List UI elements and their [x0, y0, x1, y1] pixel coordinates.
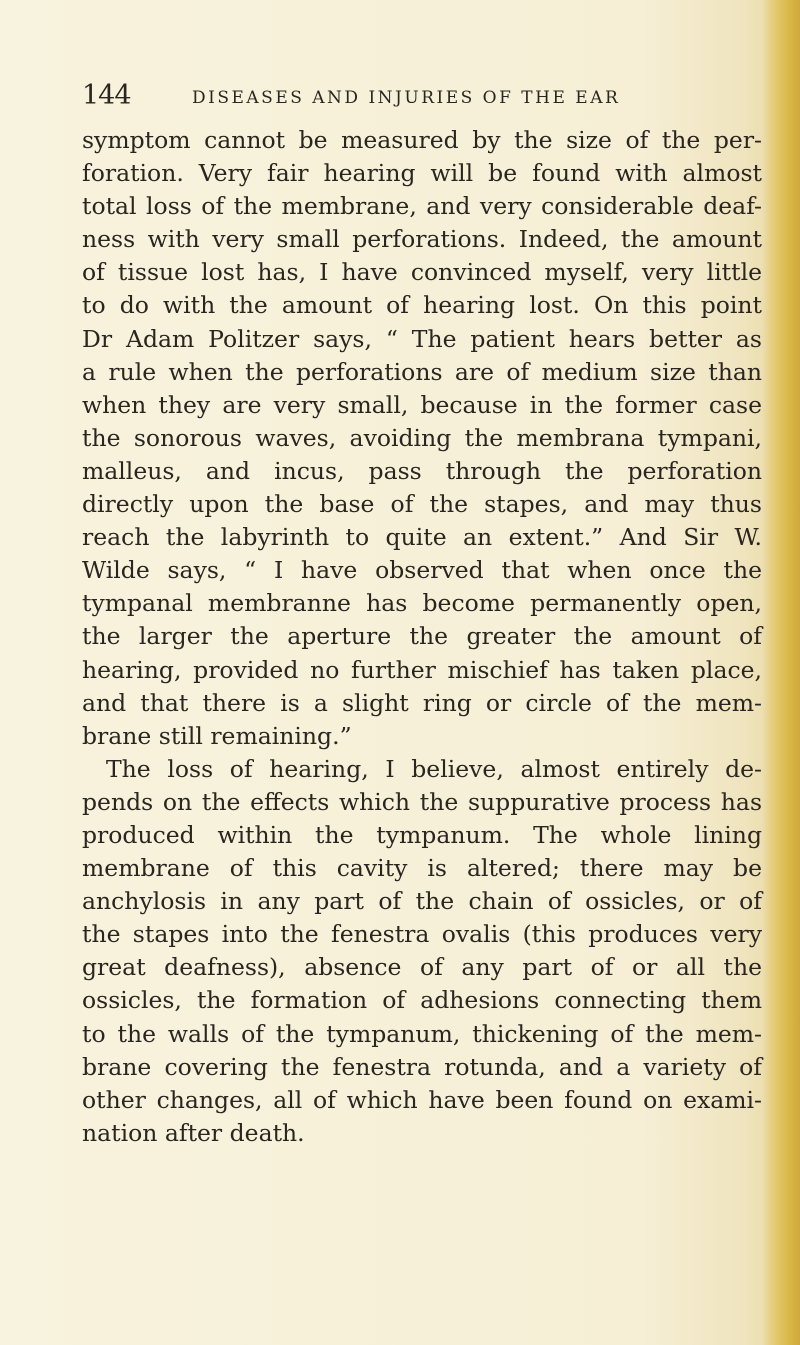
text-line: the sonorous waves, avoiding the membrana tympani,	[82, 423, 762, 452]
text-line: when they are very small, because in the former case	[82, 390, 762, 419]
text-line: symptom cannot be measured by the size of the per-	[82, 126, 762, 154]
text-line: a rule when the perforations are of medium size than	[82, 357, 762, 386]
running-head: DISEASES AND INJURIES OF THE EAR	[192, 88, 621, 108]
text-line: to the walls of the tympanum, thickening of the mem-	[82, 1019, 762, 1048]
text-line: the stapes into the fenestra ovalis (this produces very	[82, 920, 762, 949]
text-line: brane still remaining.”	[82, 721, 352, 750]
text-line: other changes, all of which have been found on exami-	[82, 1085, 762, 1114]
text-line: Wilde says, “ I have observed that when once the	[82, 556, 762, 585]
text-line: malleus, and incus, pass through the perforation	[82, 456, 762, 485]
text-line: pends on the effects which the suppurative process has	[82, 787, 762, 816]
text-line: The loss of hearing, I believe, almost entirely de-	[106, 754, 762, 783]
text-line: total loss of the membrane, and very considerable deaf-	[82, 192, 762, 221]
text-line: foration. Very fair hearing will be found with almost	[82, 159, 762, 188]
text-line: anchylosis in any part of the chain of ossicles, or of	[82, 887, 762, 916]
body-text	[82, 124, 762, 1150]
page-header	[82, 80, 762, 114]
text-line: great deafness), absence of any part of or all the	[82, 953, 762, 982]
text-line: reach the labyrinth to quite an extent.” And Sir W.	[82, 523, 762, 552]
text-line: of tissue lost has, I have convinced myself, very little	[82, 258, 762, 287]
text-line: ness with very small perforations. Indeed, the amount	[82, 225, 762, 254]
text-line: hearing, provided no further mischief has taken place,	[82, 655, 762, 684]
text-line: brane covering the fenestra rotunda, and a variety of	[82, 1052, 762, 1081]
text-line: membrane of this cavity is altered; there may be	[82, 854, 762, 883]
text-line: to do with the amount of hearing lost. On this point	[82, 291, 762, 320]
page-number: 144	[82, 80, 131, 111]
text-line: produced within the tympanum. The whole lining	[82, 820, 762, 849]
text-line: the larger the aperture the greater the amount of	[82, 622, 762, 651]
text-line: Dr Adam Politzer says, “ The patient hears better as	[82, 324, 762, 353]
text-line: ossicles, the formation of adhesions connecting them	[82, 986, 762, 1015]
page-edge-shadow	[762, 0, 800, 1345]
text-line: tympanal membranne has become permanently open,	[82, 589, 762, 618]
text-line: nation after death.	[82, 1118, 305, 1147]
text-line: and that there is a slight ring or circle of the mem-	[82, 688, 762, 717]
text-line: directly upon the base of the stapes, and may thus	[82, 490, 762, 519]
